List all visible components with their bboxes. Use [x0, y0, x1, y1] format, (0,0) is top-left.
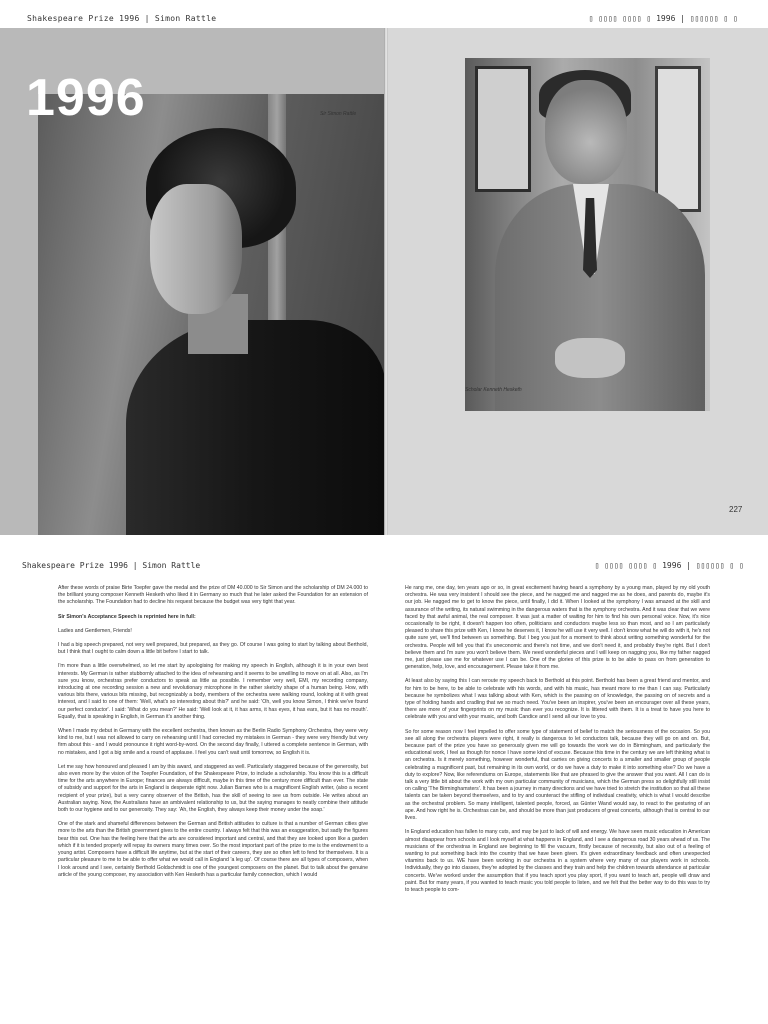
- paragraph: Ladies and Gentlemen, Friends!: [58, 627, 132, 634]
- photo-caption-right: Scholar Kenneth Hesketh: [465, 387, 522, 393]
- portrait-photo-simon-rattle: [38, 94, 386, 535]
- paragraph: I'm more than a little overwhelmed, so let me start by apologising for making my speech in English, although it is in your own best interests. My German is rather stubbornly attached to the idea of rehearsing and it seems to be unwilling to move on at all. Also, as I'm sure you know, orchestras prefer conductors to speak as little as possible. I remember very well, EMI, my recording company, introducing at one recording session a new and revolutionary microphone in the rather sketchy shape of a human being. How, with various bits there, various bits missing, but recognizably a body, members of the orchestra were walking round, looking at it with great interest, and I said to one of them: 'Well, what's so interesting about this?' and he said: 'Oh, well you know Simon, I think we've found our perfect conductor'. I said: 'What do you mean?' He said: 'Well look at it, it has arms, it has eyes, it has ears, but it has no mouth'. Equally, that is speaking in English, in German it's another thing.: [58, 663, 368, 720]
- portrait-photo-kenneth-hesketh: [465, 58, 710, 411]
- paragraph: After these words of praise Birte Toepfer gave the medal and the prize of DM 40.000 to Sir Simon and the scholarship of DM 24.000 to the brilliant young composer Kenneth Hesketh who liked it in Germany so much that he later asked the Foundation for an extension of the scholarship. The Foundation had to decline his request because the budget was very tight that year.: [58, 585, 368, 606]
- text-header-right: ▯ ▯▯▯▯ ▯▯▯▯ ▯ 1996 | ▯▯▯▯▯▯ ▯ ▯: [594, 561, 744, 570]
- year-heading: 1996: [26, 69, 146, 127]
- left-page: [0, 28, 386, 535]
- paragraph: In England education has fallen to many cuts, and may be just to lack of will and energy. We have seen music education in American almost disappear from schools and I look myself at what happens in England, and I see a dangerous road 30 years ahead of us. The musicians of the orchestras in England are beginning to fill the vacuum, firstly because of necessity, but also out of a feeling of wanting to put something back into the country that we have been given. It's given extraordinary feedback and often unexpected vitamins back to us. WE have been working in our orchestra in a system where very many of our players work in schools. Individually, they go into classes, they're adopted by the classes and they train and help the children towards attendance at particular concerts. We've worked under the assumption that if you teach sport you play sport, if you want to teach art, people will draw and paint. But for many years, if you wanted to teach music you told people to listen, and we felt that the better way to do this was to try to teach people to com-: [405, 829, 710, 893]
- paragraph: When I made my debut in Germany with the excellent orchestra, then known as the Berlin Radio Symphony Orchestra, they were very kind to me, but I was not allowed to carry on rehearsing until I had corrected my mistakes in German - they were very friendly but very firm about this - and I would pronounce it right word-by-word. On the second day finally, I uttered a complete sentence in German, with no mistakes, and I got a big smile and a round of applause. I feel you can't wait until tomorrow, so English it is.: [58, 728, 368, 756]
- page-gutter: [384, 28, 388, 535]
- running-header-right: ▯ ▯▯▯▯ ▯▯▯▯ ▯ 1996 | ▯▯▯▯▯▯ ▯ ▯: [588, 14, 738, 23]
- paragraph: Let me say how honoured and pleased I am by this award, and staggered as well. Particularly staggered because of the generosity, but also even more by the vision of the Toepfer Foundation, of the Shakespeare Prize, to include a scholarship. You know this is a difficult time for the arts anywhere in Europe; finances are always difficult, maybe in this time of the century more difficult than ever. The state of subsidy and support for the arts in England is desperate right now. Julian Barnes who is a magnificent English writer, (also a recent recipient of your prize), but a very canny observer of the British, has the skill of seeing to see us from outside. He writes about an Australian saying. Now, the Australians have an ambivalent relationship to us, but the saying manages to neatly combine their attitude both to our hygiene and to our generosity. They say: 'Ah, the English, they always keep their money under the soap.': [58, 763, 368, 814]
- photo-spread: [0, 28, 768, 535]
- text-header-left: Shakespeare Prize 1996 | Simon Rattle: [22, 561, 201, 570]
- paragraph: So for some reason now I feel impelled to offer some type of statement of belief to match the seriousness of the occasion. So you see all along the orchestra players were right, it really is dangerous to let conductors talk, because they will go on and on. But, because part of the prize you have so generously given me will go towards the work we do in Birmingham, and particularly the educational work, I feel as though for nonce I have some kind of excuse. Because this time in the century we are left thinking what is an orchestra. Is it merely something, however wonderful, that carries on giving concerts to a smaller and smaller group of people celebrating a magnificent past, but remaining in its own world, or do we have a duty to make it into something else? Do we have a duty to explore? Now, like referendums on Europe, statements like that are phrased to give the answer that you want. All I can do is talk a very little bit about the work with my own particular community of musicians, which the German press so delightfully still insist on calling 'The Birminghamsters'. It has been a journey in many directions and we have tried to stretch the institution so that all these talents can be taken beyond themselves, and to try and counteract the stifling of individual creativity, which is what I would describe as the orchestral problem. So many intelligent, talented people, forced, as Günter Wand would say, to react to the gesturing of an ape. And how right he is. Orchestras can be, and should be more than just producers of great concerts, although that is central to our lives.: [405, 728, 710, 822]
- paragraph: I had a big speech prepared, not very well prepared, but prepared, as they go. Of course I was going to start by talking about Berthold, but I think that I ought to calm down a little bit before I start to talk.: [58, 642, 368, 656]
- page-number: 227: [729, 505, 743, 514]
- paragraph: One of the stark and shameful differences between the German and British attitudes to culture is that a number of German cities give more to the arts than the British government gives to the entire country. I always felt that this was an exaggeration, but sadly the figures bear this out. One has the feeling here that the arts are considered important and central, and that they are looked upon like a garden which if it is tended properly will repay its owners many times over. So the most important part of the prize to me is the endowment to a young artist. Composers have a difficult life anytime, but at the start of their careers, they are so often left to fend for themselves. It is a particular pleasure to me to be able to offer what we would call in England 'a leg up'. Of course there are all types of composers, when I look around and I see, certainly Berthold Goldschmidt is one of the youngest composers on the planet. But to talk about the genuine article of the young composer, my association with Ken Hesketh has a particular family connection, which I would: [58, 821, 368, 878]
- text-column-right: [405, 585, 710, 1024]
- photo-caption-left: Sir Simon Rattle: [320, 111, 357, 117]
- running-header: [0, 0, 768, 28]
- paragraph: He rang me, one day, ten years ago or so, in great excitement having heard a symphony by a young man, played by my old youth orchestra. He was very insistent I should see the piece, and he nagged me and nagged me as he does, and parents do, maybe it's our job. He nagged me to get to know the piece, until finally, I did it. When I looked at the symphony I was amazed at the skill and assurance of the writing, its natural swimming in the dangerous waters that is the symphony orchestra. And it was clear that we were faced by that awful animal, the real composer. It was just a matter of waiting for him to find his own personal voice. Now, it's nice occasionally to be right, it doesn't happen too often, politicians and conductors maybe less so than most, and so I am particularly pleased to share this prize with Ken, I know he deserves it, I know he will use it very well. I don't know what he will do with it, he's not quite sure yet, we'll find between us something. But I beg you just for a moment to think about writing something wonderful for the orchestra. People will tell you that it's uneconomic and there's not time, and we don't need it, and probably they're right. But I don't believe them and I'm sure you won't believe them. We need wonderful pieces and I will keep on nagging you, like my father nagged me, just please use me for whatever use I can be. One of the glories of this prize is to be able to pass on from generation to generation, help, love, and encouragement. Please take it from me.: [405, 585, 710, 671]
- running-header-left: Shakespeare Prize 1996 | Simon Rattle: [27, 14, 217, 23]
- text-column-left: [58, 585, 368, 1024]
- speech-intro-heading: Sir Simon's Acceptance Speech is reprinted here in full:: [58, 613, 196, 620]
- paragraph: At least also by saying this I can reroute my speech back to Berthold at this point. Berthold has been a great friend and mentor, and for him to be here, to be able to celebrate with his words, and with his music, has meant more to me than I can say. Particularly because he symbolizes what I was talking about with Ken, which is the passing on of knowledge, the passing on of secrets and a type of holding hands and cradling that we so much need. You've been an inspirer, you've been an encourager over all these years, there are more of your fingerprints on my music than ever you recognize. It is littered with them. It is a treat to have you here to celebrate with you and with your music, and both Candice and I send all our love to you.: [405, 678, 710, 721]
